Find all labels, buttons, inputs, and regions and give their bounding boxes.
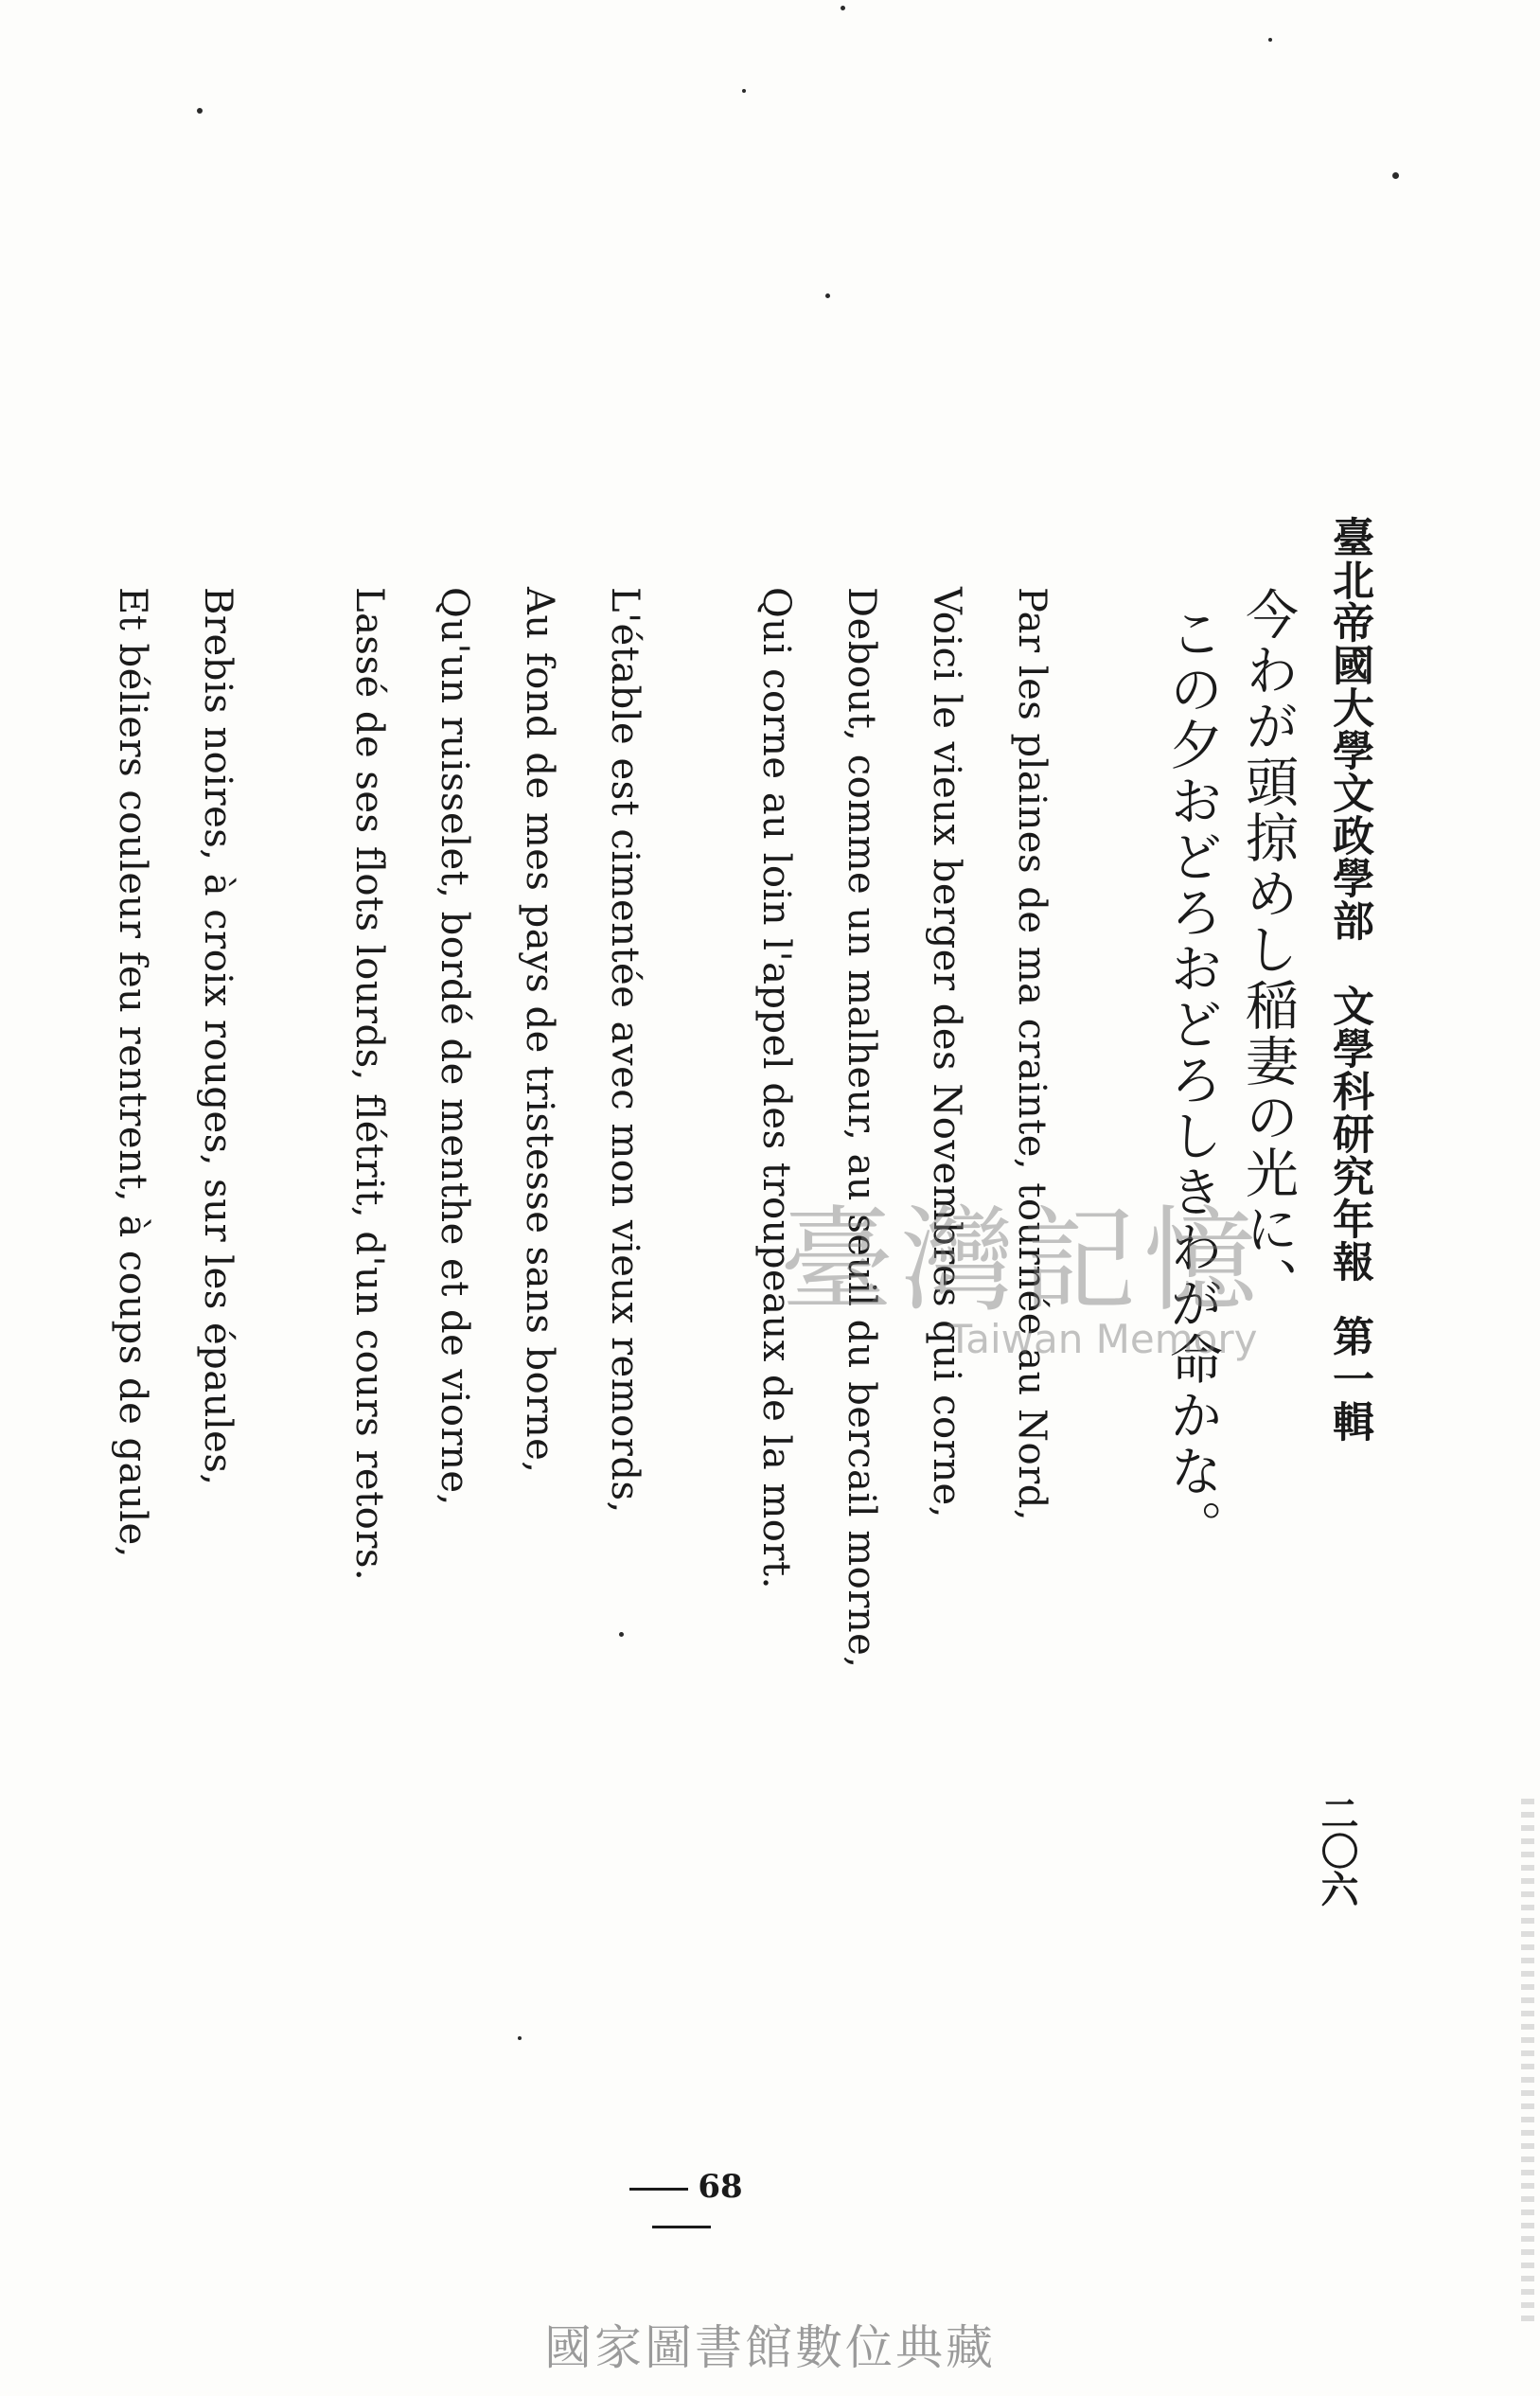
japanese-line-1: 今わが頭掠めし稲妻の光に、	[1237, 587, 1299, 1313]
scan-speck	[742, 89, 746, 93]
dash-left	[629, 2188, 688, 2191]
binding-edge	[1521, 1799, 1534, 2329]
footer-caption: 國家圖書館數位典藏	[544, 2320, 996, 2375]
scan-speck	[518, 2036, 522, 2040]
french-stanza-2-line-2: Au fond de mes pays de tristesse sans borne,	[518, 587, 561, 1474]
watermark-cjk: 臺灣記憶	[780, 1196, 1265, 1327]
volume-label: 第一輯	[1325, 1315, 1373, 1443]
dash-right	[652, 2226, 711, 2228]
page-number-kanji: 二〇六	[1315, 1794, 1359, 1908]
french-stanza-2-line-4: Lassé de ses flots lourds, flétrit, d'un cours retors.	[347, 587, 391, 1582]
page-number	[587, 2168, 776, 2244]
french-stanza-2-line-1: L'étable est cimentée avec mon vieux remords,	[603, 587, 646, 1514]
french-stanza-2-line-3: Qu'un ruisselet, bordé de menthe et de viorne,	[433, 587, 476, 1506]
scan-speck	[1392, 172, 1399, 179]
watermark	[757, 1196, 1287, 1362]
scan-speck	[841, 6, 845, 10]
french-stanza-1-line-2: Voici le vieux berger des Novembres qui corne,	[925, 587, 968, 1518]
running-header	[1325, 516, 1373, 1443]
scan-speck	[1268, 38, 1272, 42]
scan-speck	[197, 108, 203, 114]
french-stanza-1-line-3: Debout, comme un malheur, au seuil du bercail morne,	[840, 587, 883, 1669]
french-stanza-3-line-1: Brebis noires, à croix rouges, sur les épaules,	[196, 587, 239, 1486]
watermark-latin: Taiwan Memory	[947, 1316, 1258, 1362]
page-number-text: 68	[698, 2168, 743, 2206]
french-stanza-1-line-1: Par les plaines de ma crainte, tournée au Nord,	[1010, 587, 1053, 1522]
japanese-line-2: この夕おどろおどろしきわが命かな。	[1161, 606, 1223, 1555]
french-stanza-1-line-4: Qui corne au loin l'appel des troupeaux de la mort.	[754, 587, 798, 1589]
scan-speck	[619, 1632, 624, 1637]
scan-speck	[825, 293, 830, 298]
french-stanza-3-line-2: Et béliers couleur feu rentrent, à coups de gaule,	[111, 587, 154, 1558]
journal-title: 臺北帝國大學文政學部 文學科研究年報	[1325, 516, 1373, 1283]
